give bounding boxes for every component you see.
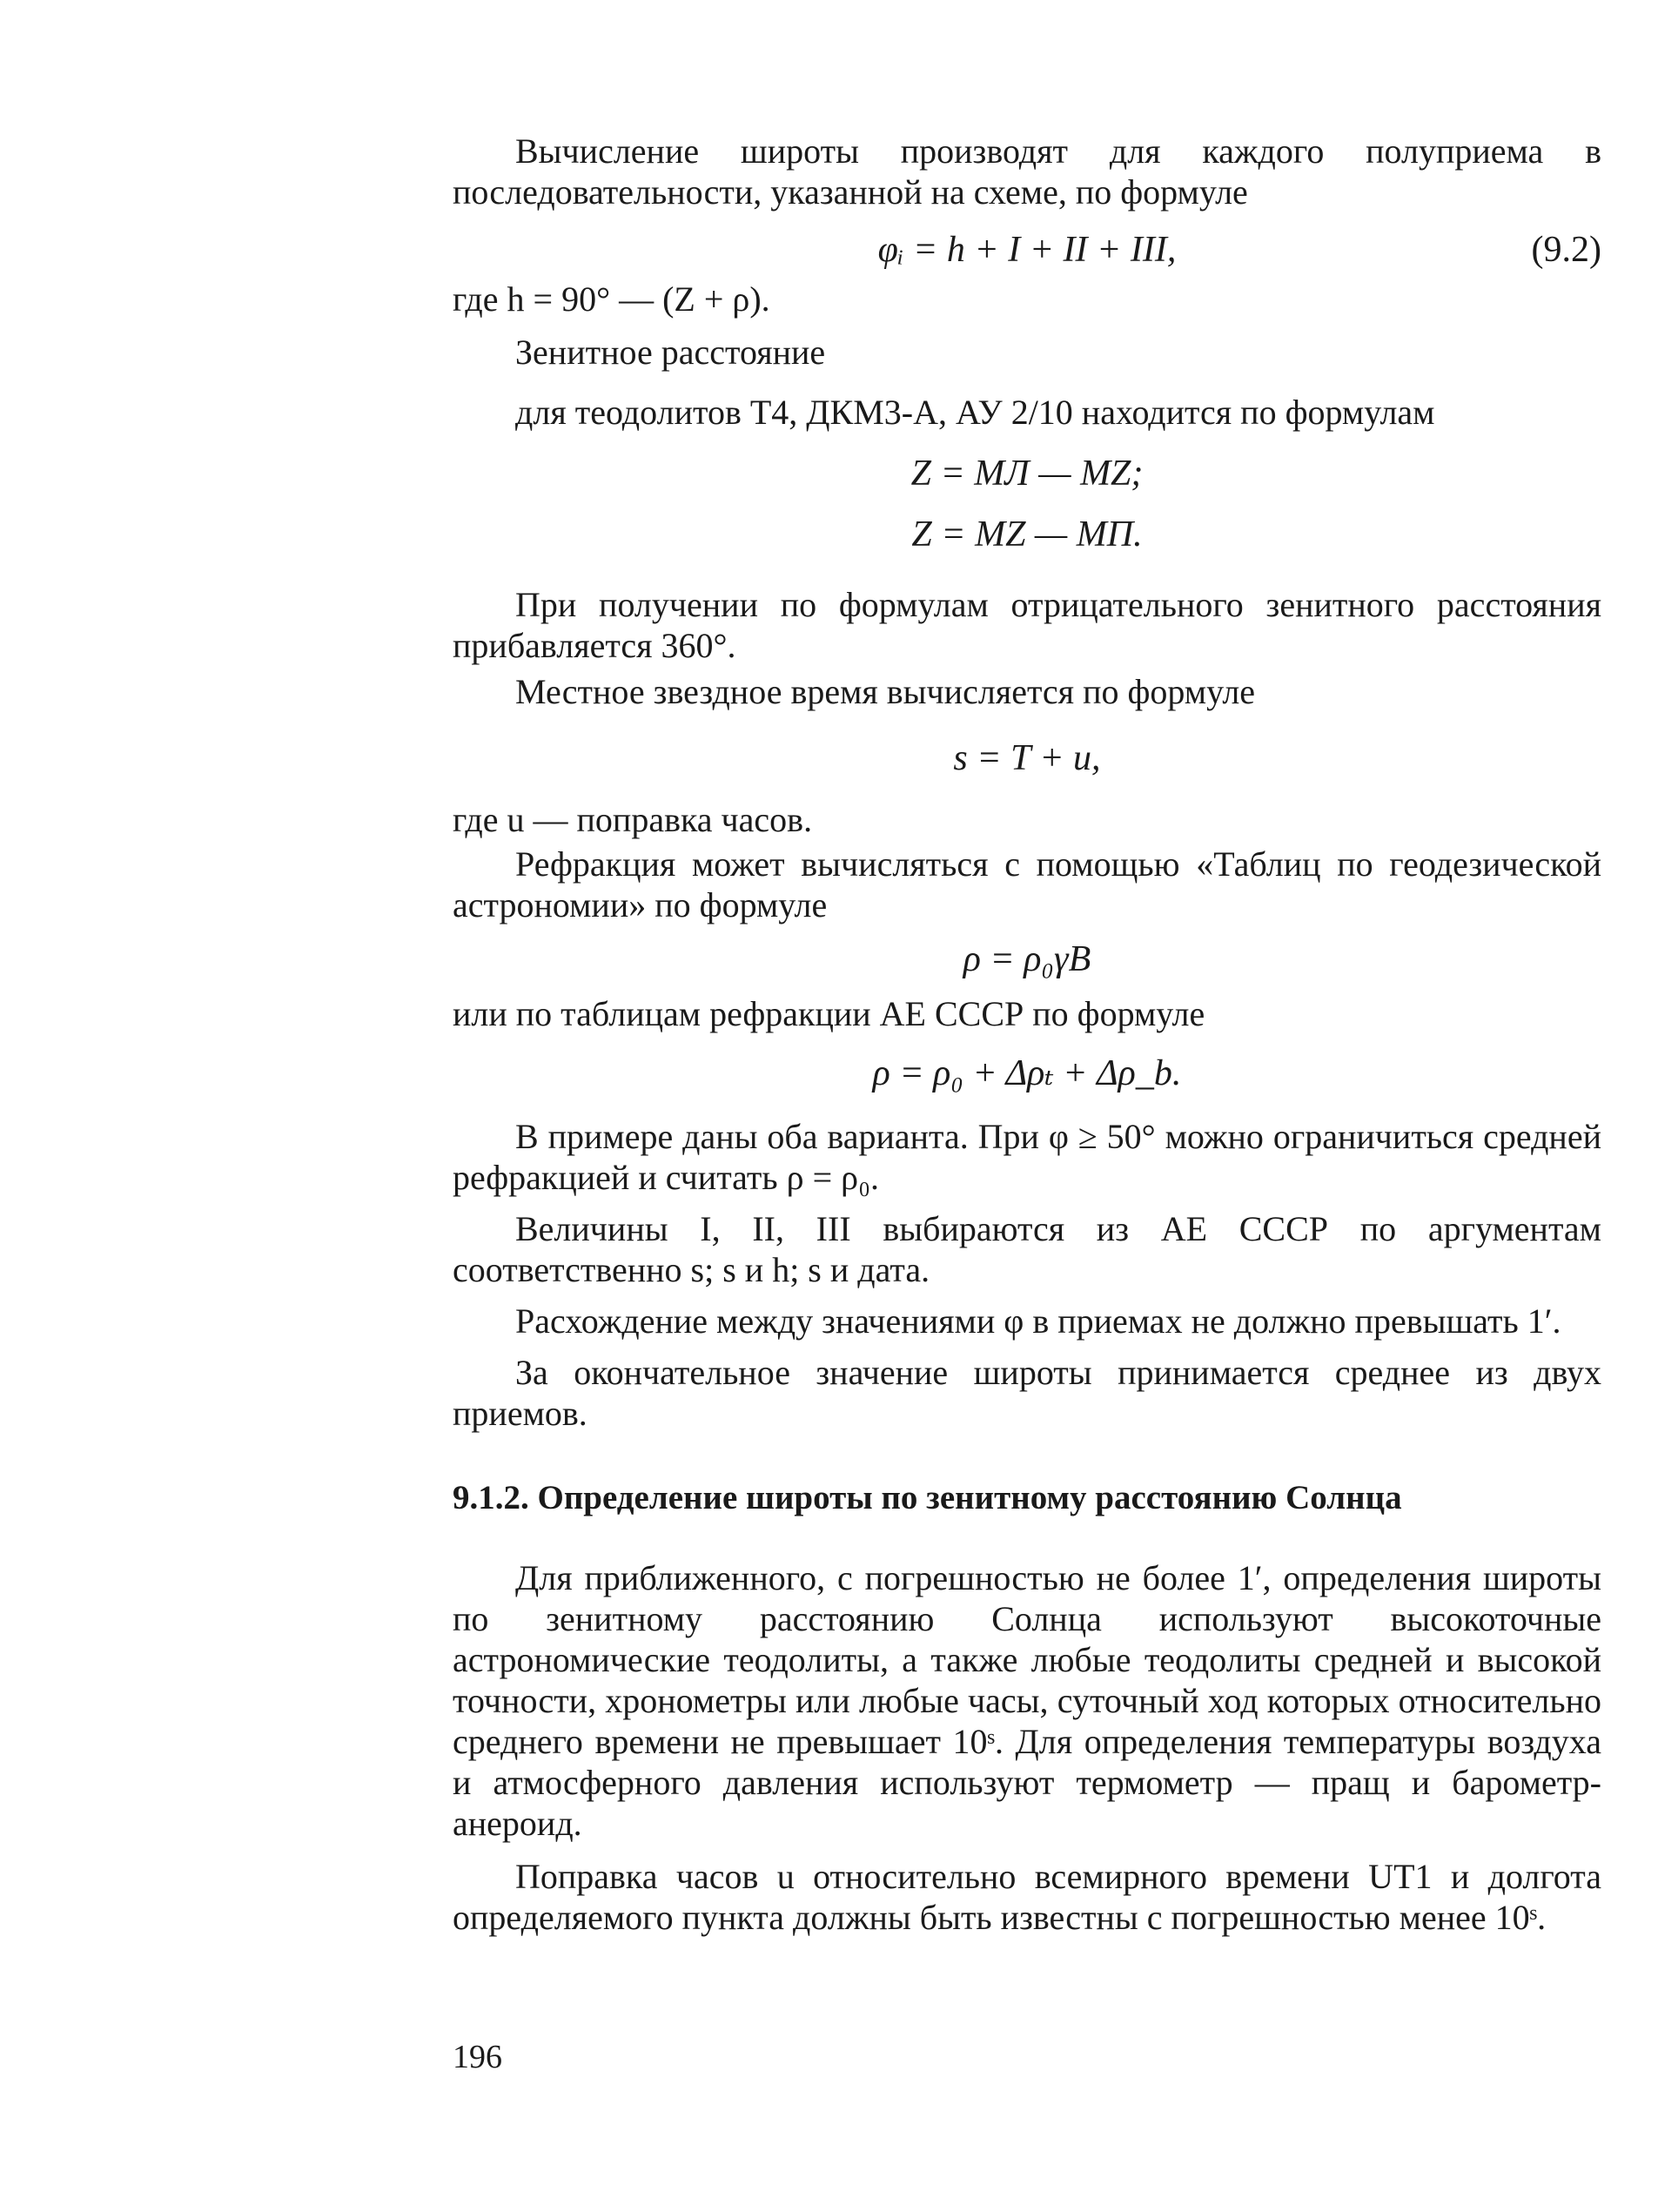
paragraph-negative-zenith: При получении по формулам отрицательного зенитного расстояния прибавляется 360°. [453,585,1601,665]
paragraph-discrepancy: Расхождение между значениями φ в приемах не должно превышать 1′. [515,1301,1561,1341]
formula-z-ml: Z = МЛ — MZ; [910,454,1144,494]
text-column [453,131,1601,1938]
formula-z-mp: Z = MZ — МП. [911,514,1143,555]
formula-sidereal: s = T + u, [953,738,1101,778]
paragraph-quantities: Величины I, II, III выбираются из АЕ СССР по аргументам соответственно s; s и h; s и дата. [453,1209,1601,1289]
paragraph-clock-correction: где u — поправка часов. [453,800,813,839]
paragraph-zenith-distance: Зенитное расстояние [515,333,826,372]
paragraph-example-variants: В примере даны оба варианта. При φ ≥ 50° можно ограничиться средней рефракцией и считать ρ = ρ₀. [453,1117,1601,1197]
formula-refraction-1: ρ = ρ₀γB [963,939,1091,979]
equation-number: (9.2) [1531,230,1601,270]
formula-9-2 [453,228,1601,272]
paragraph-final-value: За окончательное значение широты принимается среднее из двух приемов. [453,1353,1601,1433]
section-heading: 9.1.2. Определение широты по зенитному расстоянию Солнца [453,1479,1402,1516]
page-number: 196 [453,2039,502,2075]
paragraph-latitude-computation: Вычисление широты производят для каждого полуприема в последовательности, указанной на схеме, по формуле [453,131,1601,212]
formula-9-2-body: φᵢ = h + I + II + III, [877,230,1177,270]
paragraph-refraction-tables: или по таблицам рефракции АЕ СССР по формуле [453,994,1205,1033]
paragraph-theodolites: для теодолитов Т4, ДКМ3-А, АУ 2/10 находится по формулам [515,393,1435,432]
paragraph-h-definition: где h = 90° — (Z + ρ). [453,279,770,319]
formula-refraction-2: ρ = ρ₀ + Δρₜ + Δρ_b. [872,1053,1182,1093]
paragraph-sidereal-time: Местное звездное время вычисляется по формуле [515,672,1256,711]
paragraph-clock-ut1: Поправка часов u относительно всемирного времени UT1 и долгота определяемого пункта должны быть известны с погрешностью менее 10ˢ. [453,1857,1601,1937]
paragraph-approximate-determination: Для приближенного, с погрешностью не более 1′, определения широты по зенитному расстоянию Солнца используют высокоточные астрономические теодолиты, а также любые теодолиты средней и высокой точности, хронометры или любые часы, суточный ход которых относительно среднего времени не превышает 10ˢ. Для определения температуры воздуха и атмосферного давления используют термометр — пращ и барометр-анероид. [453,1558,1601,1843]
paragraph-refraction: Рефракция может вычисляться с помощью «Таблиц по геодезической астрономии» по формуле [453,844,1601,924]
